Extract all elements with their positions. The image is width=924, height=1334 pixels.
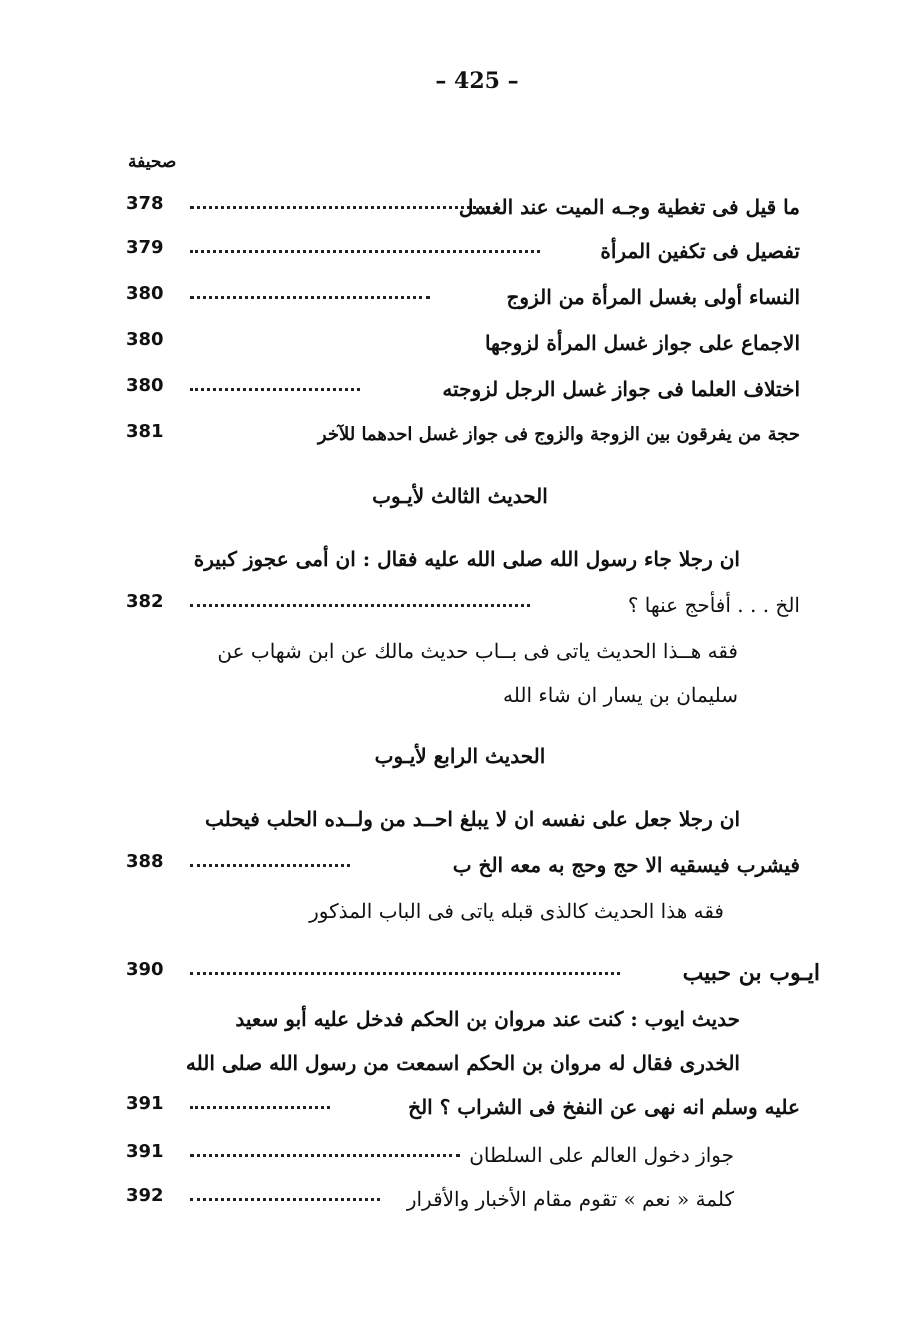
leader-dots [190,294,430,299]
biography-title: ايـوب بن حبيب [682,960,820,986]
toc-entry [120,372,800,406]
page-ref: 391 [126,1141,164,1162]
entry-text: حجة من يفرقون بين الزوجة والزوج فى جواز غسل احدهما للآخر [317,424,800,445]
page-ref: 380 [126,375,164,396]
entry-text: جواز دخول العالم على السلطان [469,1143,734,1167]
hadith-text: حديث ايوب : كنت عند مروان بن الحكم فدخل عليه أبو سعيد [235,1007,740,1031]
page-ref: 380 [126,283,164,304]
entry-text: اختلاف العلما فى جواز غسل الرجل لزوجته [442,377,800,401]
fiqh-text: فقه هــذا الحديث ياتى فى بــاب حديث مالك عن ابن شهاب عن [217,639,738,663]
leader-dots [190,1196,380,1201]
leader-dots [190,248,540,253]
page-ref: 378 [126,193,164,214]
toc-entry [120,326,800,360]
section-heading: الحديث الرابع لأيـوب [374,744,546,768]
leader-dots [190,862,350,867]
entry-text: تفصيل فى تكفين المرأة [600,239,800,263]
fiqh-text: سليمان بن يسار ان شاء الله [503,683,738,707]
toc-entry [120,234,800,268]
page-ref: 381 [126,421,164,442]
toc-entry [120,588,800,622]
leader-dots [190,204,490,209]
toc-entry [120,1182,800,1216]
leader-dots [190,970,620,975]
page-ref: 390 [126,959,164,980]
page-ref: 380 [126,329,164,350]
hadith-text: ان رجلا جعل على نفسه ان لا يبلغ احــد من ولــده الحلب فيحلب [204,807,740,831]
entry-text: فيشرب فيسقيه الا حج وحج به معه الخ ب [452,853,800,877]
section-heading: الحديث الثالث لأيـوب [372,484,548,508]
toc-entry [120,280,800,314]
hadith-text: الخدرى فقال له مروان بن الحكم اسمعت من رسول الله صلى الله [185,1051,740,1075]
entry-text: الاجماع على جواز غسل المرأة لزوجها [484,331,800,355]
leader-dots [190,1152,460,1157]
page-ref: 388 [126,851,164,872]
page-number: – 425 – [435,68,519,94]
entry-text: الخ . . . أفأحج عنها ؟ [627,593,800,617]
entry-text: النساء أولى بغسل المرأة من الزوج [506,285,800,309]
toc-entry [120,848,800,882]
toc-entry [120,418,800,452]
page-ref: 382 [126,591,164,612]
leader-dots [190,386,360,391]
entry-text: ما قيل فى تغطية وجـه الميت عند الغسل [458,195,800,219]
leader-dots [190,1104,330,1109]
hadith-text: ان رجلا جاء رسول الله صلى الله عليه فقال : ان أمى عجوز كبيرة [193,547,740,571]
page-column-header: صحيفة [128,152,177,172]
toc-entry [120,1090,800,1124]
toc-entry [120,190,800,224]
entry-text: كلمة « نعم » تقوم مقام الأخبار والأقرار [406,1187,734,1211]
page-ref: 379 [126,237,164,258]
toc-entry [120,1138,800,1172]
toc-entry [120,956,820,990]
entry-text: عليه وسلم انه نهى عن النفخ فى الشراب ؟ الخ [408,1095,800,1119]
page-ref: 391 [126,1093,164,1114]
page-ref: 392 [126,1185,164,1206]
leader-dots [190,602,530,607]
fiqh-text: فقه هذا الحديث كالذى قبله ياتى فى الباب المذكور [309,899,724,923]
